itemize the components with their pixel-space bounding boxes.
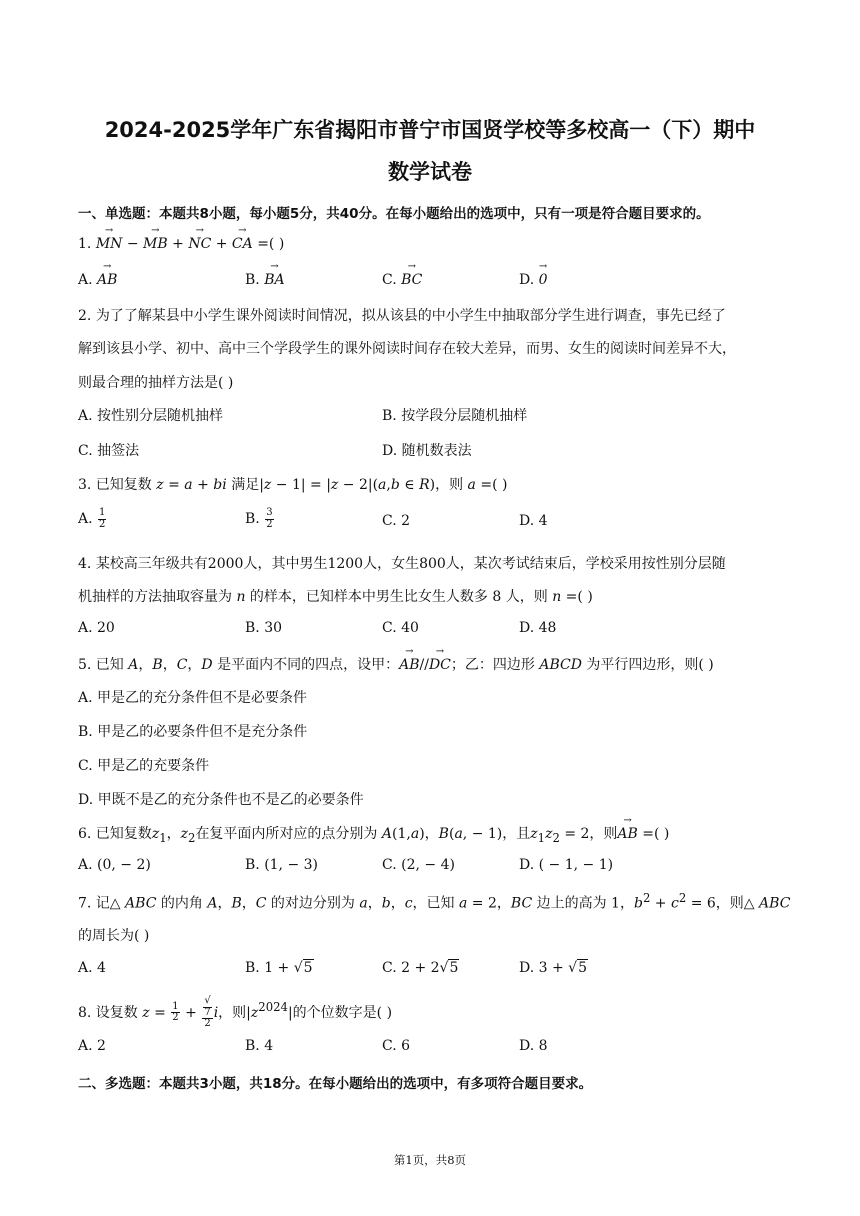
question-4-option-b: B. 30	[245, 620, 283, 636]
question-5-option-b: B. 甲是乙的必要条件但不是充分条件	[78, 724, 308, 740]
question-2-option-b: B. 按学段分层随机抽样	[382, 408, 528, 424]
question-8-option-a: A. 2	[78, 1038, 106, 1054]
page-footer: 第1页，共8页	[393, 1153, 467, 1167]
question-6-stem: 6. 已知复数$z_1$，$z_2$在复平面内所对应的点分别为 A(1,a)，B(a, − 1)，且$z_1z_2 = 2$，则→ AB =( )	[78, 823, 669, 845]
page-title: 2024-2025学年广东省揭阳市普宁市国贤学校等多校高一（下）期中	[104, 118, 756, 142]
question-2-stem-line-3: 则最合理的抽样方法是( )	[78, 375, 234, 391]
question-6-option-a: A. (0, − 2)	[78, 857, 151, 873]
section-heading-multiple-choice: 二、多选题：本题共3小题，共18分。在每小题给出的选项中，有多项符合题目要求。	[78, 1076, 593, 1092]
question-2-stem-line-2: 解到该县小学、初中、高中三个学段学生的课外阅读时间存在较大差异，而男、女生的阅读时间差异不大，	[78, 341, 736, 357]
question-3-option-d: D. 4	[519, 513, 548, 529]
question-5-option-d: D. 甲既不是乙的充分条件也不是乙的必要条件	[78, 792, 364, 808]
question-4-option-c: C. 40	[382, 620, 419, 636]
question-5-option-a: A. 甲是乙的充分条件但不是必要条件	[78, 690, 308, 706]
question-7-option-d: D. 3 + √5	[519, 960, 588, 976]
question-3-option-a: A. $\frac{1}{2}$	[78, 507, 106, 530]
question-6-option-d: D. ( − 1, − 1)	[519, 857, 614, 873]
question-2-stem-line-1: 2. 为了了解某县中小学生课外阅读时间情况，拟从该县的中小学生中抽取部分学生进行调查，事先已经了	[78, 308, 726, 324]
question-8-option-d: D. 8	[519, 1038, 548, 1054]
question-4-stem-line-2: 机抽样的方法抽取容量为 n 的样本，已知样本中男生比女生人数多 8 人，则 n =( )	[78, 589, 593, 605]
question-3-option-c: C. 2	[382, 513, 411, 529]
question-5-stem: 5. 已知 A，B，C，D 是平面内不同的四点，设甲：→ AB//→ DC；乙：四边形 ABCD 为平行四边形，则( )	[78, 654, 714, 674]
question-1-option-c: C. → BC	[382, 272, 422, 288]
section-heading-single-choice: 一、单选题：本题共8小题，每小题5分，共40分。在每小题给出的选项中，只有一项是符合题目要求的。	[78, 206, 710, 222]
question-1-option-d: D. → 0	[519, 272, 548, 288]
question-6-option-c: C. (2, − 4)	[382, 857, 455, 873]
question-4-option-d: D. 48	[519, 620, 557, 636]
question-8-stem: 8. 设复数 z = $\frac{1}{2}$ + √ 7 2 i，则$|z^{2024}|$的个位数字是( )	[78, 995, 393, 1029]
question-7-option-a: A. 4	[78, 960, 106, 976]
question-7-stem-line-1: 7. 记△ ABC 的内角 A，B，C 的对边分别为 a，b，c，已知 a = 2，BC 边上的高为 1，$b^2 + c^2 = 6$，则△ ABC	[78, 891, 791, 912]
question-4-option-a: A. 20	[78, 620, 115, 636]
question-7-stem-line-2: 的周长为( )	[78, 928, 150, 944]
question-8-option-b: B. 4	[245, 1038, 274, 1054]
question-3-stem: 3. 已知复数 z = a + bi 满足|z − 1| = |z − 2|(a,b ∈ R)，则 a =( )	[78, 477, 508, 493]
question-4-stem-line-1: 4. 某校高三年级共有2000人，其中男生1200人，女生800人，某次考试结束后，学校采用按性别分层随	[78, 556, 726, 572]
question-7-option-c: C. 2 + 2√5	[382, 960, 459, 976]
question-1-stem: 1. → MN − → MB + → NC + → CA =( )	[78, 236, 284, 252]
question-1-option-a: A. → AB	[78, 272, 117, 288]
question-7-option-b: B. 1 + √5	[245, 960, 313, 976]
question-2-option-a: A. 按性别分层随机抽样	[78, 408, 224, 424]
page-subtitle: 数学试卷	[388, 160, 472, 184]
question-1-option-b: B. → BA	[245, 272, 285, 288]
question-6-option-b: B. (1, − 3)	[245, 857, 319, 873]
question-2-option-c: C. 抽签法	[78, 443, 140, 459]
question-3-option-b: B. $\frac{3}{2}$	[245, 507, 273, 530]
question-5-option-c: C. 甲是乙的充要条件	[78, 758, 210, 774]
question-8-option-c: C. 6	[382, 1038, 411, 1054]
question-2-option-d: D. 随机数表法	[382, 443, 472, 459]
